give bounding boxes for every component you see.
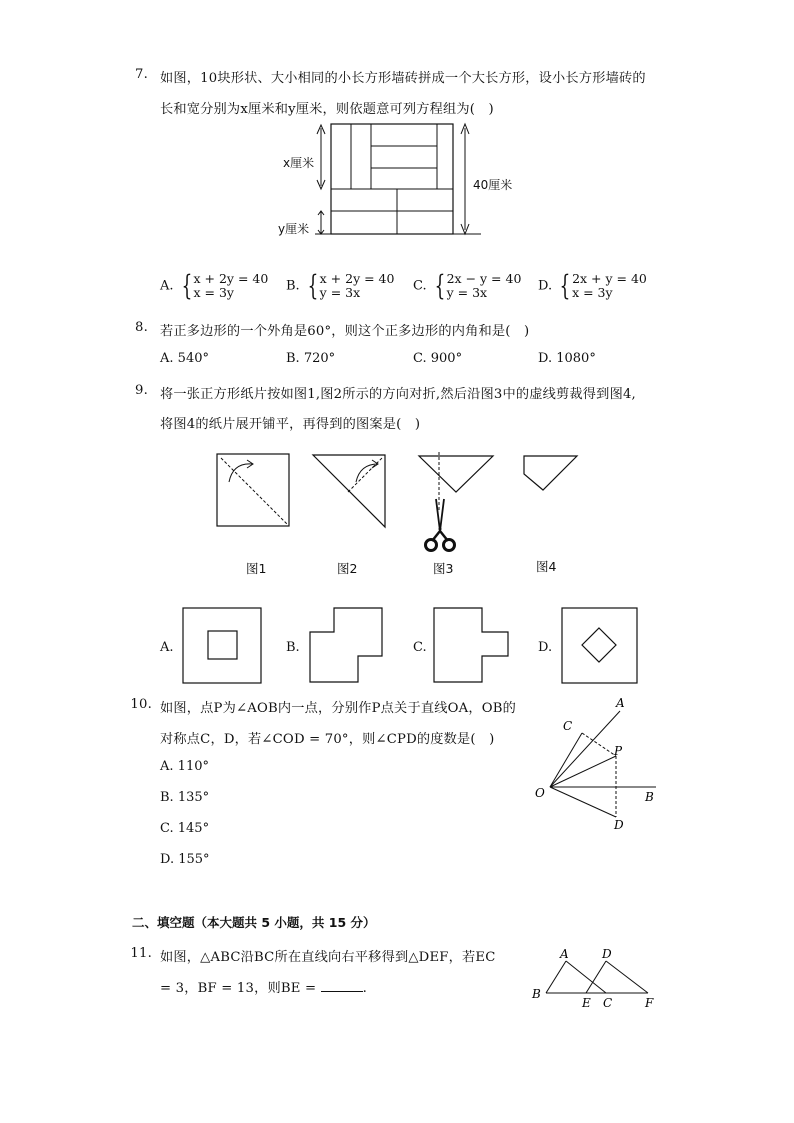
- q7-option-d-eq2: x = 3y: [572, 285, 613, 300]
- q11-point-f: F: [645, 996, 654, 1010]
- q10-option-d-letter: D.: [160, 852, 175, 867]
- q8-number: 8.: [135, 320, 148, 335]
- q10-option-b[interactable]: [160, 790, 209, 805]
- q11-stem-line2-text: = 3，BF = 13，则BE =: [160, 981, 317, 996]
- q10-stem-line2: 对称点C，D，若∠COD = 70°，则∠CPD的度数是( ): [160, 732, 495, 747]
- q10-point-c: C: [563, 719, 573, 733]
- q9-option-d-figure[interactable]: [560, 606, 640, 686]
- q11-answer-blank[interactable]: [321, 979, 363, 992]
- q10-option-c-letter: C.: [160, 821, 174, 836]
- q7-option-a[interactable]: [160, 269, 269, 302]
- q7-fig-40-label: 40厘米: [473, 178, 513, 192]
- q8-option-a[interactable]: [160, 351, 209, 366]
- q9-option-d-letter[interactable]: D.: [538, 640, 553, 655]
- q10-point-a: A: [616, 696, 625, 710]
- q7-stem-line2: 长和宽分别为x厘米和y厘米，则依题意可列方程组为( ): [160, 102, 494, 117]
- q7-stem-line1: 如图，10块形状、大小相同的小长方形墙砖拼成一个大长方形，设小长方形墙砖的: [160, 71, 646, 86]
- q10-point-p: P: [614, 744, 623, 758]
- q7-number: 7.: [135, 67, 148, 82]
- q10-option-d-text: 155°: [178, 852, 210, 867]
- q10-option-a[interactable]: [160, 759, 209, 774]
- q7-fig-y-label: y厘米: [278, 222, 310, 236]
- q7-option-b-letter: B.: [286, 278, 300, 294]
- q9-stem-line1: 将一张正方形纸片按如图1,图2所示的方向对折,然后沿图3中的虚线剪裁得到图4,: [160, 387, 636, 402]
- brace-icon: {: [434, 269, 446, 302]
- q7-option-c-letter: C.: [413, 278, 427, 294]
- q11-point-c: C: [603, 996, 613, 1010]
- q10-figure: [530, 693, 670, 838]
- q7-option-c[interactable]: [413, 269, 522, 302]
- q7-option-d-letter: D.: [538, 278, 553, 294]
- q7-option-c-system: [447, 272, 522, 300]
- q9-option-b-letter[interactable]: B.: [286, 640, 300, 655]
- brace-icon: {: [307, 269, 319, 302]
- q11-stem-line1: 如图，△ABC沿BC所在直线向右平移得到△DEF，若EC: [160, 950, 496, 965]
- q7-option-a-system: [194, 272, 269, 300]
- q10-option-a-text: 110°: [177, 759, 209, 774]
- q10-option-c-text: 145°: [177, 821, 210, 836]
- q8-option-d-text: 1080°: [556, 351, 596, 366]
- q8-option-d[interactable]: [538, 351, 596, 366]
- q10-point-b: B: [645, 790, 654, 804]
- q8-option-d-letter: D.: [538, 351, 553, 366]
- q9-fig1-label: 图1: [246, 561, 267, 576]
- q9-fig4-label: 图4: [536, 559, 557, 574]
- brace-icon: {: [181, 269, 192, 302]
- q9-number: 9.: [135, 383, 148, 398]
- q9-fig4: [520, 452, 590, 502]
- q7-option-a-eq1: x + 2y = 40: [193, 271, 269, 286]
- q7-option-d[interactable]: [538, 269, 647, 302]
- q7-option-c-eq1: 2x − y = 40: [446, 271, 522, 286]
- q8-option-b-text: 720°: [303, 351, 336, 366]
- q9-option-c-letter[interactable]: C.: [413, 640, 427, 655]
- q9-option-b-figure[interactable]: [308, 606, 388, 686]
- q9-option-a-letter[interactable]: A.: [160, 640, 174, 655]
- q11-point-a: A: [560, 947, 569, 961]
- q9-fig3-label: 图3: [433, 561, 454, 576]
- q7-option-b-eq2: y = 3x: [319, 285, 361, 300]
- q7-fig-x-label: x厘米: [283, 156, 315, 170]
- q7-option-c-eq2: y = 3x: [446, 285, 488, 300]
- q11-point-e: E: [582, 996, 591, 1010]
- q7-option-d-system: [572, 272, 647, 300]
- q10-number: 10.: [130, 697, 152, 712]
- q8-option-b-letter: B.: [286, 351, 300, 366]
- q7-option-d-eq1: 2x + y = 40: [572, 271, 647, 286]
- q8-option-c-text: 900°: [430, 351, 463, 366]
- q9-stem-line2: 将图4的纸片展开铺平，再得到的图案是( ): [160, 417, 421, 432]
- q10-option-c[interactable]: [160, 821, 209, 836]
- q11-stem-line2: [160, 977, 367, 996]
- q10-option-b-text: 135°: [177, 790, 210, 805]
- q10-point-d: D: [614, 818, 624, 832]
- q10-option-d[interactable]: [160, 852, 210, 867]
- q10-option-b-letter: B.: [160, 790, 174, 805]
- q9-fig1: [215, 452, 295, 532]
- brace-icon: {: [559, 269, 571, 302]
- q11-point-d: D: [602, 947, 612, 961]
- q9-fig2: [310, 452, 390, 532]
- section2-title: 二、填空题（本大题共 5 小题，共 15 分）: [132, 915, 376, 930]
- q8-option-c[interactable]: [413, 351, 462, 366]
- q8-option-b[interactable]: [286, 351, 335, 366]
- q9-option-a-figure[interactable]: [181, 606, 263, 686]
- q9-fig2-label: 图2: [337, 561, 358, 576]
- q7-option-b-system: [320, 272, 395, 300]
- q11-stem-line2-end: .: [362, 981, 368, 996]
- scissors-icon: [422, 495, 462, 555]
- q11-figure: [528, 944, 668, 1014]
- q7-option-a-letter: A.: [160, 278, 174, 294]
- q10-option-a-letter: A.: [160, 759, 174, 774]
- q8-option-c-letter: C.: [413, 351, 427, 366]
- q9-option-c-figure[interactable]: [432, 606, 514, 686]
- q8-option-a-letter: A.: [160, 351, 174, 366]
- q8-stem: 若正多边形的一个外角是60°，则这个正多边形的内角和是( ): [160, 324, 530, 339]
- q7-option-b[interactable]: [286, 269, 395, 302]
- q10-point-o: O: [535, 786, 545, 800]
- q11-number: 11.: [130, 946, 152, 961]
- q11-point-b: B: [532, 987, 541, 1001]
- q10-stem-line1: 如图，点P为∠AOB内一点，分别作P点关于直线OA，OB的: [160, 701, 517, 716]
- q7-option-b-eq1: x + 2y = 40: [319, 271, 395, 286]
- q7-option-a-eq2: x = 3y: [193, 285, 234, 300]
- q8-option-a-text: 540°: [177, 351, 209, 366]
